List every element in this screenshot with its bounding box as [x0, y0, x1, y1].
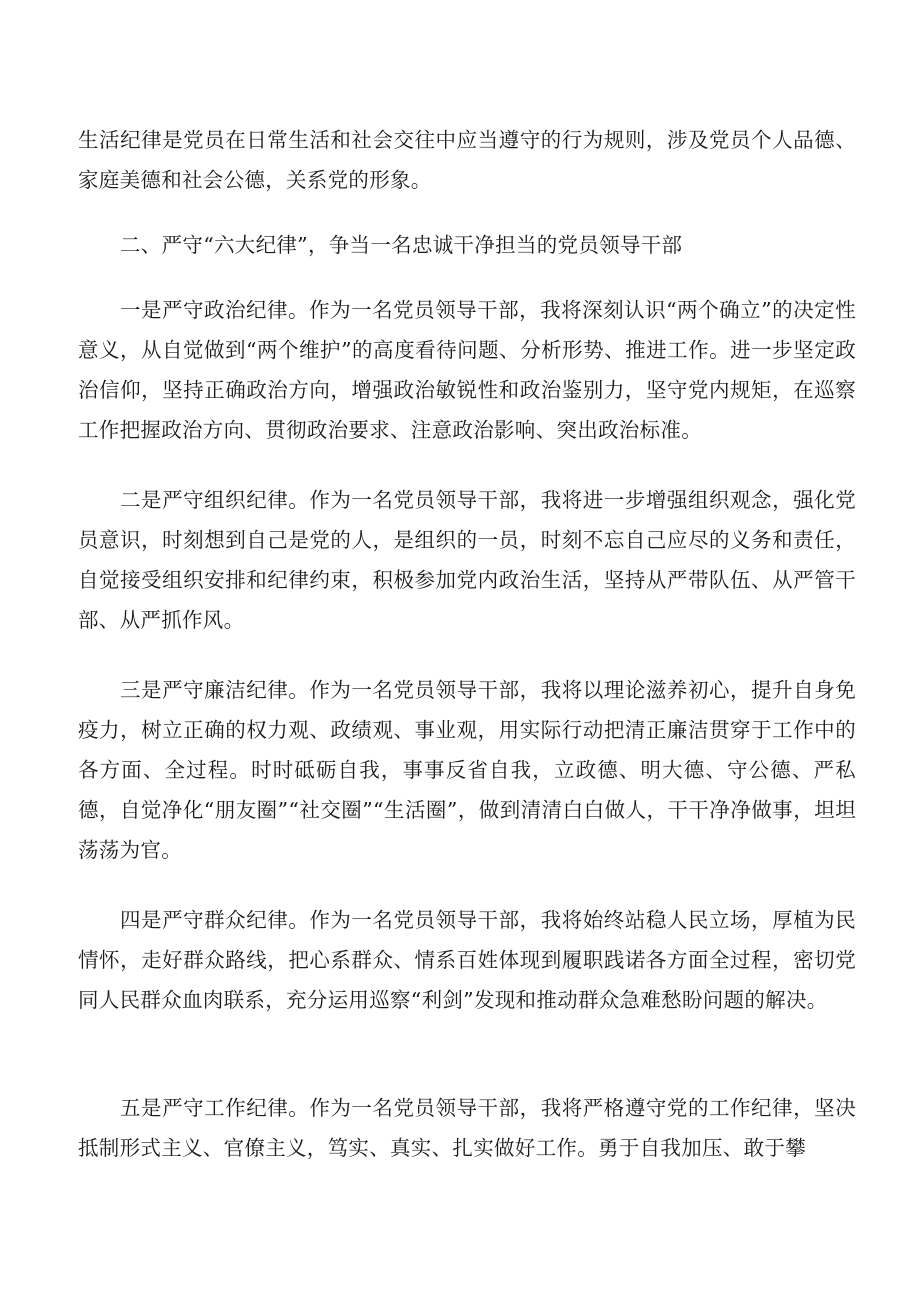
paragraph-mass-discipline: 四是严守群众纪律。作为一名党员领导干部，我将始终站稳人民立场，厚植为民情怀，走好群众路线，把心系群众、情系百姓体现到履职践诺各方面全过程，密切党同人民群众血肉联系，充分运用巡察“利剑”发现和推动群众急难愁盼问题的解决。 — [78, 908, 856, 1012]
paragraph-work-discipline: 五是严守工作纪律。作为一名党员领导干部，我将严格遵守党的工作纪律，坚决抵制形式主义、官僚主义，笃实、真实、扎实做好工作。勇于自我加压、敢于攀 — [78, 1096, 856, 1160]
paragraph-integrity-discipline: 三是严守廉洁纪律。作为一名党员领导干部，我将以理论滋养初心，提升自身免疫力，树立正确的权力观、政绩观、事业观，用实际行动把清正廉洁贯穿于工作中的各方面、全过程。时时砥砺自我，事事反省自我，立政德、明大德、守公德、严私德，自觉净化“朋友圈”“社交圈”“生活圈”，做到清清白白做人，干干净净做事，坦坦荡荡为官。 — [78, 678, 856, 862]
section-heading: 二、严守“六大纪律”，争当一名忠诚干净担当的党员领导干部 — [120, 233, 683, 257]
paragraph-life-discipline: 生活纪律是党员在日常生活和社会交往中应当遵守的行为规则，涉及党员个人品德、家庭美德和社会公德，关系党的形象。 — [78, 128, 856, 192]
paragraph-organizational-discipline: 二是严守组织纪律。作为一名党员领导干部，我将进一步增强组织观念，强化党员意识，时刻想到自己是党的人，是组织的一员，时刻不忘自己应尽的义务和责任，自觉接受组织安排和纪律约束，积极参加党内政治生活，坚持从严带队伍、从严管干部、从严抓作风。 — [78, 488, 856, 632]
paragraph-political-discipline: 一是严守政治纪律。作为一名党员领导干部，我将深刻认识“两个确立”的决定性意义，从自觉做到“两个维护”的高度看待问题、分析形势、推进工作。进一步坚定政治信仰，坚持正确政治方向，增强政治敏锐性和政治鉴别力，坚守党内规矩，在巡察工作把握政治方向、贯彻政治要求、注意政治影响、突出政治标准。 — [78, 298, 856, 442]
